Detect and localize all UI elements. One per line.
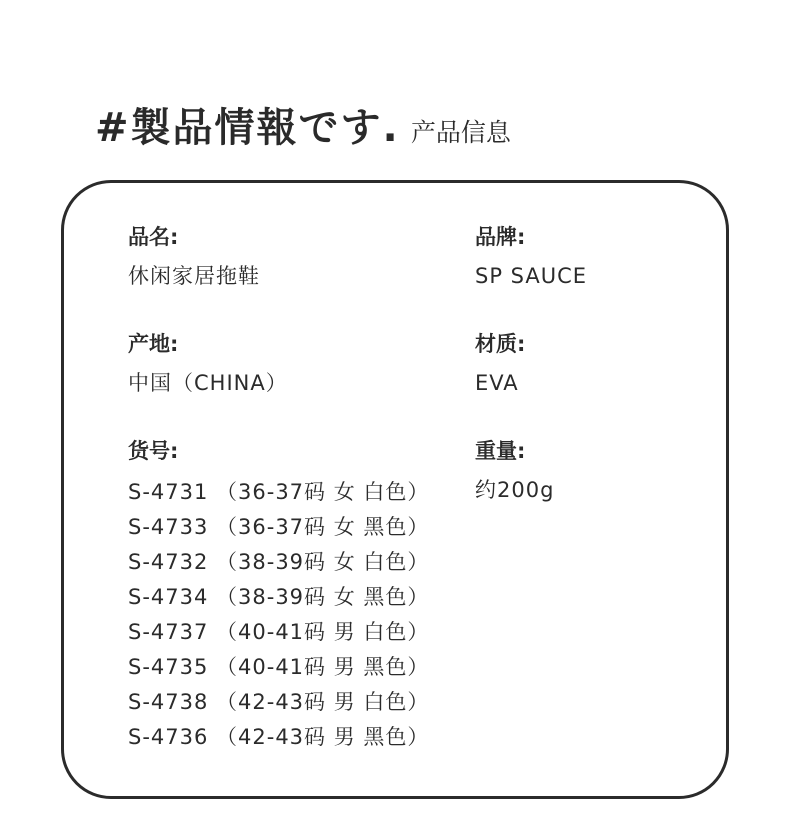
heading-subtitle: 产品信息 — [410, 118, 511, 147]
field-material — [475, 329, 525, 398]
field-product-name — [128, 222, 260, 291]
field-value: 约200g — [475, 478, 555, 502]
field-value: 中国（CHINA） — [128, 371, 288, 395]
sku-item: S-4732 （38-39码 女 白色） — [128, 550, 430, 574]
sku-item: S-4731 （36-37码 女 白色） — [128, 480, 430, 504]
field-origin — [128, 329, 288, 398]
field-weight — [475, 436, 554, 505]
field-label: 品牌: — [475, 225, 526, 249]
field-label: 材质: — [475, 332, 526, 356]
field-label: 品名: — [128, 225, 179, 249]
field-value: EVA — [475, 371, 519, 395]
field-label: 重量: — [475, 439, 526, 463]
sku-item: S-4733 （36-37码 女 黑色） — [128, 515, 430, 539]
heading-title: #製品情報です. — [95, 105, 400, 151]
field-brand — [475, 222, 587, 291]
sku-item: S-4734 （38-39码 女 黑色） — [128, 585, 430, 609]
field-sku — [128, 436, 429, 755]
field-value: 休闲家居拖鞋 — [128, 264, 260, 288]
sku-item: S-4735 （40-41码 男 黑色） — [128, 655, 430, 679]
sku-item: S-4736 （42-43码 男 黑色） — [128, 725, 430, 749]
sku-item: S-4737 （40-41码 男 白色） — [128, 620, 430, 644]
field-value: SP SAUCE — [475, 264, 588, 288]
sku-item: S-4738 （42-43码 男 白色） — [128, 690, 430, 714]
sku-list — [128, 475, 429, 755]
field-label: 货号: — [128, 439, 179, 463]
page-heading — [95, 96, 511, 153]
field-label: 产地: — [128, 332, 179, 356]
